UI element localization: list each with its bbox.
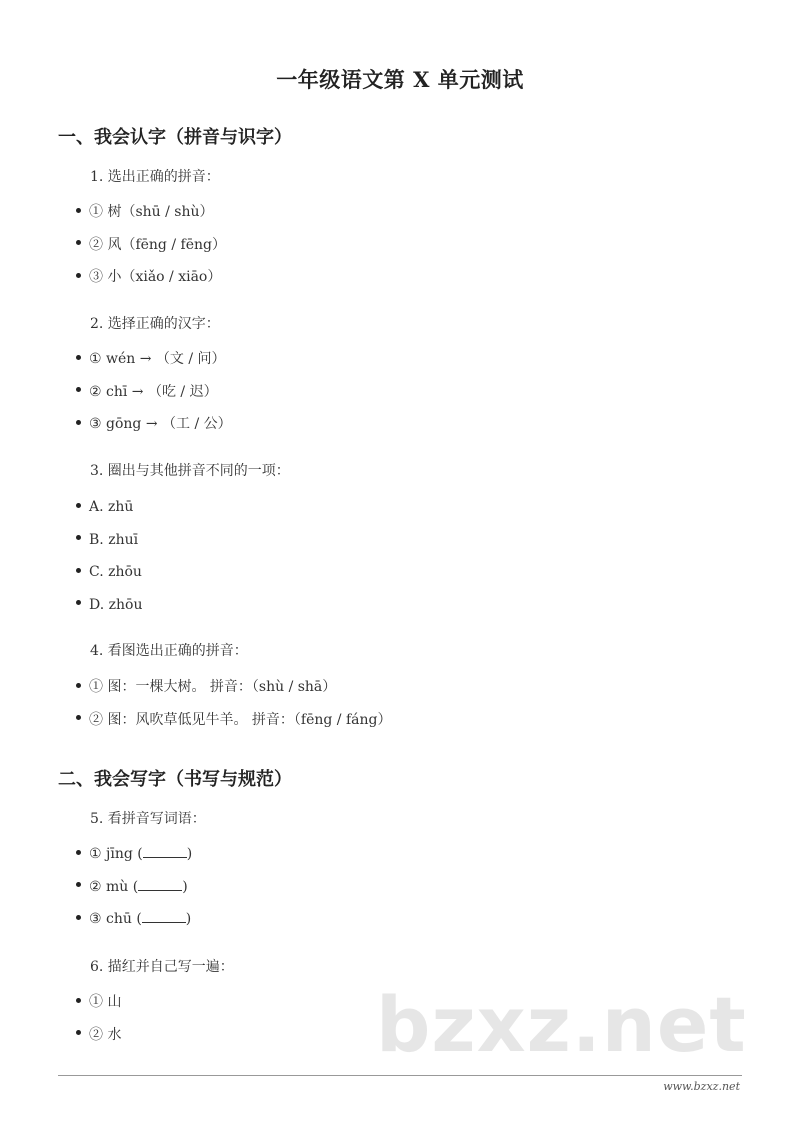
bullet-icon bbox=[76, 240, 81, 245]
list-item bbox=[76, 671, 391, 704]
option-text: ② 水 bbox=[89, 1026, 122, 1043]
paren-open: ( bbox=[136, 911, 142, 927]
list-item bbox=[76, 229, 226, 262]
paren-close: ) bbox=[185, 911, 192, 927]
pinyin-text: ③ chū bbox=[89, 911, 132, 927]
question-3-options bbox=[76, 491, 142, 621]
bullet-icon bbox=[76, 420, 81, 425]
option-text: ① 山 bbox=[89, 994, 122, 1010]
footer-divider bbox=[58, 1075, 742, 1076]
list-item bbox=[76, 986, 121, 1019]
list-item bbox=[76, 589, 142, 622]
question-6-options bbox=[76, 986, 121, 1051]
answer-blank[interactable] bbox=[142, 908, 186, 923]
option-text: A. zhū bbox=[89, 499, 134, 515]
bullet-icon bbox=[76, 208, 81, 213]
bullet-icon bbox=[76, 355, 81, 360]
page-title: 一年级语文第 X 单元测试 bbox=[276, 67, 524, 92]
section-heading-2: 二、我会写字（书写与规范） bbox=[58, 769, 292, 790]
paren-close: ) bbox=[186, 846, 193, 862]
question-6-prompt: 6. 描红并自己写一遍： bbox=[90, 959, 234, 975]
pinyin-text: ① jīng bbox=[89, 846, 133, 862]
section-heading-1: 一、我会认字（拼音与识字） bbox=[58, 127, 292, 148]
list-item bbox=[76, 556, 142, 589]
bullet-icon bbox=[76, 600, 81, 605]
option-text: B. zhuī bbox=[89, 531, 139, 548]
list-item bbox=[76, 1019, 121, 1052]
option-text: ③ gōng → （工 / 公） bbox=[89, 416, 232, 432]
question-5-prompt: 5. 看拼音写词语： bbox=[90, 811, 206, 827]
question-1-options bbox=[76, 196, 226, 294]
bullet-icon bbox=[76, 568, 81, 573]
option-text: C. zhōu bbox=[89, 564, 142, 580]
option-text: ② 风（fēng / fēng） bbox=[89, 236, 226, 253]
paren-close: ) bbox=[182, 878, 188, 895]
list-item bbox=[76, 871, 192, 904]
answer-blank[interactable] bbox=[138, 876, 182, 891]
option-text: ① 树（shū / shù） bbox=[89, 204, 214, 220]
option-text: ① 图：一棵大树。 拼音：（shù / shā） bbox=[89, 679, 337, 695]
bullet-icon bbox=[76, 535, 81, 540]
question-2-prompt: 2. 选择正确的汉字： bbox=[90, 316, 220, 332]
bullet-icon bbox=[76, 882, 81, 887]
list-item bbox=[76, 261, 226, 294]
list-item bbox=[76, 524, 142, 557]
list-item bbox=[76, 196, 226, 229]
option-text: ② chī → （吃 / 迟） bbox=[89, 383, 218, 400]
option-text: D. zhōu bbox=[89, 596, 143, 613]
watermark: bzxz.net bbox=[376, 980, 747, 1069]
bullet-icon bbox=[76, 683, 81, 688]
question-4-prompt: 4. 看图选出正确的拼音： bbox=[90, 643, 248, 659]
option-text: ① wén → （文 / 问） bbox=[89, 351, 226, 367]
list-item bbox=[76, 376, 232, 409]
option-text: ③ 小（xiǎo / xiāo） bbox=[89, 269, 222, 285]
question-2-options bbox=[76, 343, 232, 441]
question-1-prompt: 1. 选出正确的拼音： bbox=[90, 169, 220, 185]
list-item bbox=[76, 704, 391, 737]
question-3-prompt: 3. 圈出与其他拼音不同的一项： bbox=[90, 463, 290, 479]
list-item bbox=[76, 903, 192, 936]
bullet-icon bbox=[76, 715, 81, 720]
bullet-icon bbox=[76, 1030, 81, 1035]
bullet-icon bbox=[76, 387, 81, 392]
question-4-options bbox=[76, 671, 391, 736]
pinyin-text: ② mù bbox=[89, 878, 129, 895]
bullet-icon bbox=[76, 850, 81, 855]
answer-blank[interactable] bbox=[143, 843, 187, 858]
bullet-icon bbox=[76, 998, 81, 1003]
option-text: ② 图：风吹草低见牛羊。 拼音：（fēng / fáng） bbox=[89, 711, 392, 728]
list-item bbox=[76, 838, 192, 871]
question-5-options bbox=[76, 838, 192, 936]
bullet-icon bbox=[76, 503, 81, 508]
list-item bbox=[76, 343, 232, 376]
bullet-icon bbox=[76, 915, 81, 920]
list-item bbox=[76, 491, 142, 524]
footer-url: www.bzxz.net bbox=[663, 1080, 740, 1093]
bullet-icon bbox=[76, 273, 81, 278]
paren-open: ( bbox=[132, 878, 139, 895]
list-item bbox=[76, 408, 232, 441]
paren-open: ( bbox=[137, 846, 143, 862]
